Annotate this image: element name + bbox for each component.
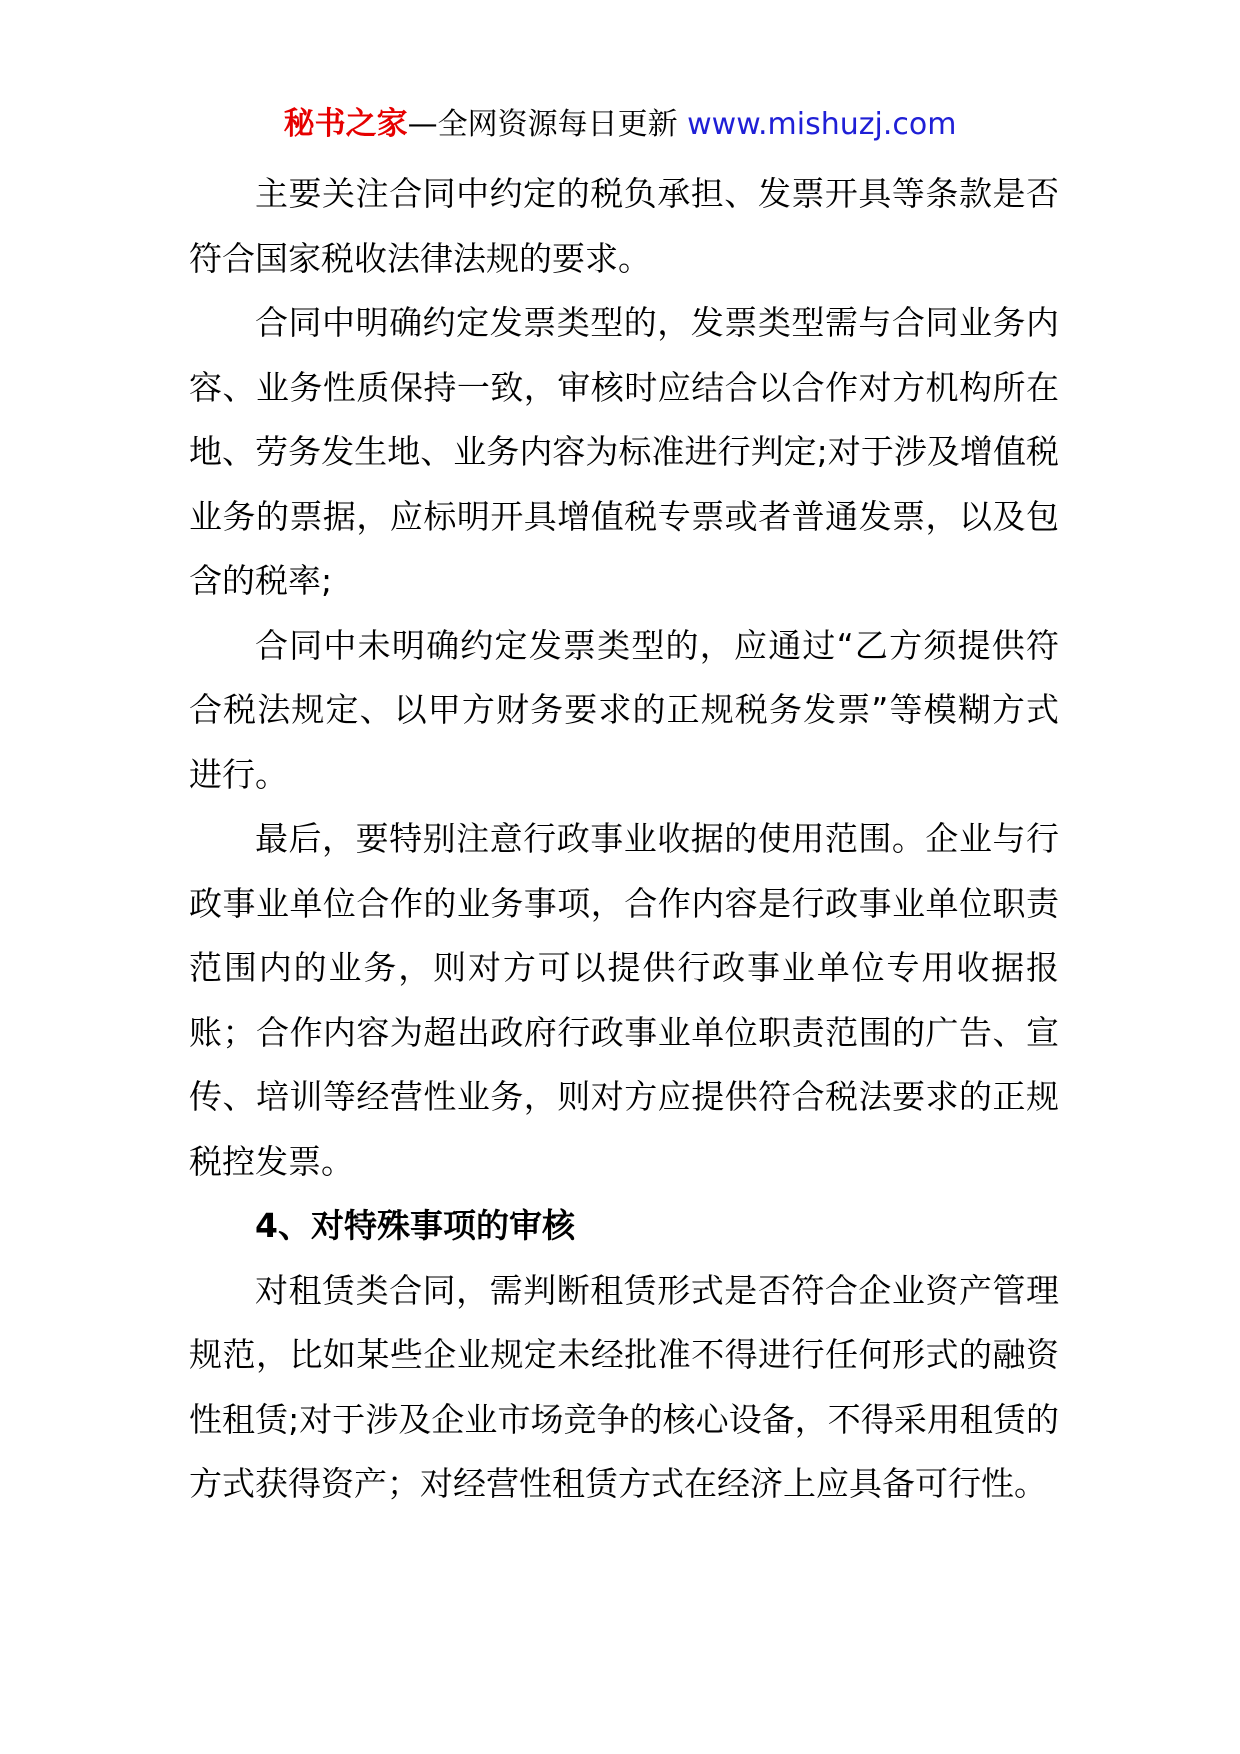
paragraph-administrative-receipts: 最后，要特别注意行政事业收据的使用范围。企业与行政事业单位合作的业务事项，合作内容是行政事业单位职责范围内的业务，则对方可以提供行政事业单位专用收据报账；合作内容为超出政府行政事业单位职责范围的广告、宣传、培训等经营性业务，则对方应提供符合税法要求的正规税控发票。	[189, 819, 1059, 1181]
paragraph-invoice-type-specified: 合同中明确约定发票类型的，发票类型需与合同业务内容、业务性质保持一致，审核时应结合以合作对方机构所在地、劳务发生地、业务内容为标准进行判定;对于涉及增值税业务的票据，应标明开具增值税专票或者普通发票，以及包含的税率;	[189, 303, 1059, 600]
paragraph-lease-contracts: 对租赁类合同，需判断租赁形式是否符合企业资产管理规范，比如某些企业规定未经批准不得进行任何形式的融资性租赁;对于涉及企业市场竞争的核心设备，不得采用租赁的方式获得资产；对经营性租赁方式在经济上应具备可行性。	[189, 1270, 1059, 1503]
site-brand: 秘书之家	[283, 106, 408, 142]
site-url-link[interactable]: www.mishuzj.com	[687, 107, 957, 142]
paragraph-tax-clauses: 主要关注合同中约定的税负承担、发票开具等条款是否符合国家税收法律法规的要求。	[189, 174, 1059, 278]
paragraph-invoice-type-unspecified: 合同中未明确约定发票类型的，应通过“乙方须提供符合税法规定、以甲方财务要求的正规税务发票”等模糊方式进行。	[189, 625, 1059, 794]
section-heading: 4、对特殊事项的审核	[255, 1206, 575, 1245]
page-header	[0, 102, 1240, 147]
site-tagline: —全网资源每日更新	[407, 107, 678, 142]
document-body	[189, 162, 1059, 1517]
